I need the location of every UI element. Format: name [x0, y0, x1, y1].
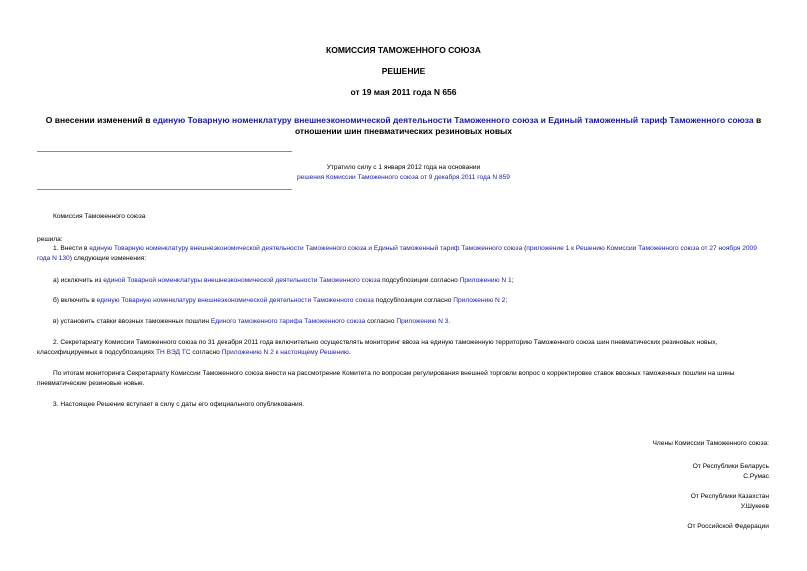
- pv-appendix-link[interactable]: Приложению N 3: [396, 318, 449, 325]
- date-number-heading: от 19 мая 2011 года N 656: [350, 87, 457, 97]
- pb-prefix: б) включить в: [53, 297, 97, 304]
- paragraph-3: 3. Настоящее Решение вступает в силу с даты его официального опубликования.: [53, 401, 305, 408]
- title-link[interactable]: единую Товарную номенклатуру внешнеэкономической деятельности Таможенного союза и Единый таможенный тариф Таможенного союза: [152, 115, 754, 125]
- p2-suffix: .: [348, 348, 351, 356]
- pa-tnved-link[interactable]: единой Товарной номенклатуры внешнеэкономической деятельности Таможенного союза: [103, 277, 381, 284]
- status-line: Утратило силу с 1 января 2012 года на основании: [326, 164, 481, 171]
- kazakhstan-label: От Республики Казахстан: [690, 493, 769, 500]
- paragraph-v: [53, 317, 450, 327]
- p1-tnved-link[interactable]: единую Товарную номенклатуру внешнеэкономической деятельности Таможенного союза и Единый таможенный тариф Таможенного союза: [89, 245, 523, 252]
- kazakhstan-signatory: У.Шукеев: [740, 503, 769, 510]
- pv-tariff-link[interactable]: Единого таможенного тарифа Таможенного союза: [210, 318, 366, 325]
- p1-prefix: 1. Внести в: [53, 245, 90, 252]
- pb-mid: подсубпозиции согласно: [373, 297, 454, 304]
- paragraph-a: [53, 276, 513, 286]
- paragraph-2: [37, 338, 770, 357]
- repeal-decision-link[interactable]: решения Комиссии Таможенного союза от 9 декабря 2011 года N 859: [297, 174, 510, 181]
- p2-prefix: 2. Секретариату Комиссии Таможенного союза по 31 декабря 2011 года включительно осуществлять мониторинг ввоза на единую таможенную территорию Таможенного союза шин пневматических резиновых новых, классифицируемых в подсубпозициях: [37, 339, 718, 356]
- belarus-signatory: С.Румас: [743, 473, 769, 480]
- p2-appendix-link[interactable]: Приложению N 2 к настоящему Решению: [221, 348, 349, 356]
- pb-suffix: ;: [505, 297, 508, 304]
- p1-appendix-link[interactable]: приложение 1 к Решению Комиссии Таможенного союза от 27 ноября 2009 года N 130: [37, 245, 757, 262]
- document-type-heading: РЕШЕНИЕ: [381, 66, 426, 76]
- pv-prefix: в) установить ставки ввозных таможенных пошлин: [53, 318, 211, 325]
- title-prefix: О внесении изменений в: [45, 115, 153, 125]
- divider-bottom: [37, 189, 292, 190]
- paragraph-1: [37, 244, 770, 263]
- pa-appendix-link[interactable]: Приложению N 1: [459, 277, 512, 284]
- divider-top: [37, 151, 292, 152]
- pv-mid: согласно: [365, 318, 397, 325]
- signatures-heading: Члены Комиссии Таможенного союза:: [652, 440, 769, 447]
- russia-label: От Российской Федерации: [687, 523, 769, 530]
- document-title: [45, 115, 762, 137]
- pb-appendix-link[interactable]: Приложению N 2: [453, 297, 506, 304]
- paragraph-2-monitoring: По итогам мониторинга Секретариату Комиссии Таможенного союза внести на рассмотрение Комитета по вопросам регулирования внешней торговли вопрос о корректировке ставок ввозных таможенных пошлин на шины пневматические резиновые новые.: [37, 370, 735, 387]
- pa-mid: подсубпозиции согласно: [380, 277, 460, 284]
- paragraph-b: [53, 296, 507, 306]
- organization-heading: КОМИССИЯ ТАМОЖЕННОГО СОЮЗА: [326, 45, 481, 55]
- pa-prefix: а) исключить из: [53, 277, 104, 284]
- intro-text: Комиссия Таможенного союза: [53, 213, 146, 220]
- pa-suffix: ;: [511, 277, 514, 284]
- pb-tnved-link[interactable]: единую Товарную номенклатуру внешнеэкономической деятельности Таможенного союза: [96, 297, 374, 304]
- p1-suffix: ) следующие изменения:: [69, 254, 147, 262]
- p1-mid: (: [522, 245, 527, 252]
- p2-tnved-link[interactable]: ТН ВЭД ТС: [155, 348, 191, 356]
- title-suffix: в отношении шин пневматических резиновых новых: [294, 115, 762, 136]
- pv-suffix: .: [448, 318, 451, 325]
- belarus-label: От Республики Беларусь: [692, 463, 769, 470]
- p2-mid: согласно: [190, 348, 222, 356]
- decided-text: решила:: [37, 236, 63, 243]
- status-link-line: [0, 173, 807, 183]
